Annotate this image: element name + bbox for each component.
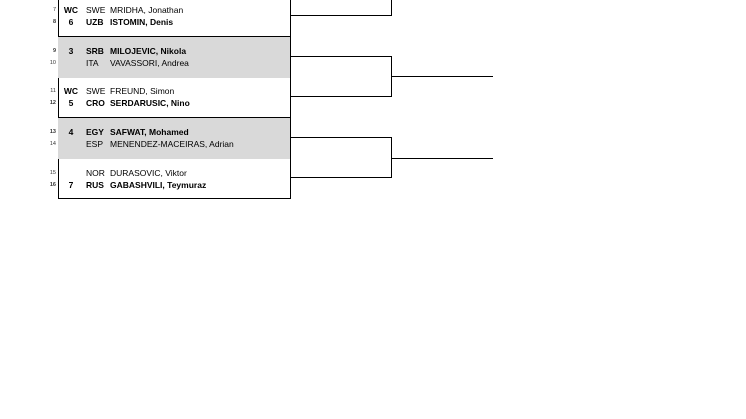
draw-entry — [0, 85, 300, 97]
draw-entry — [0, 16, 300, 28]
seed-label: 7 — [68, 180, 74, 190]
player-name: MILOJEVIC, Nikola — [110, 46, 187, 56]
nationality: NOR — [86, 168, 105, 178]
player-name: DURASOVIC, Viktor — [110, 168, 187, 178]
draw-position: 8 — [52, 19, 56, 25]
nationality: SRB — [86, 46, 104, 56]
draw-entry — [0, 179, 300, 191]
nationality: RUS — [86, 180, 104, 190]
draw-entry — [0, 138, 300, 150]
player-name: SERDARUSIC, Nino — [110, 98, 190, 108]
nationality: EGY — [86, 127, 104, 137]
draw-position: 13 — [49, 129, 56, 135]
player-name: SAFWAT, Mohamed — [110, 127, 189, 137]
draw-position: 15 — [49, 170, 56, 176]
seed-label: 4 — [68, 127, 74, 137]
player-name: FREUND, Simon — [110, 86, 175, 96]
draw-position: 12 — [49, 100, 56, 106]
draw-entry — [0, 45, 300, 57]
player-name: GABASHVILI, Teymuraz — [110, 180, 207, 190]
nationality: UZB — [86, 17, 104, 27]
draw-position: 10 — [49, 60, 56, 66]
player-name: VAVASSORI, Andrea — [110, 58, 189, 68]
nationality: CRO — [86, 98, 105, 108]
draw-entry — [0, 57, 300, 69]
nationality: ITA — [86, 58, 99, 68]
draw-entry — [0, 167, 300, 179]
nationality: ESP — [86, 139, 104, 149]
seed-label: WC — [63, 5, 79, 15]
draw-entry — [0, 4, 300, 16]
seed-label: 6 — [68, 17, 74, 27]
draw-position: 14 — [49, 141, 56, 147]
draw-position: 9 — [52, 48, 56, 54]
seed-label: 3 — [68, 46, 74, 56]
seed-label: 5 — [68, 98, 74, 108]
player-name: ISTOMIN, Denis — [110, 17, 174, 27]
player-name: MRIDHA, Jonathan — [110, 5, 184, 15]
draw-entry — [0, 97, 300, 109]
nationality: SWE — [86, 86, 106, 96]
draw-position: 11 — [50, 88, 56, 94]
nationality: SWE — [86, 5, 106, 15]
draw-entry — [0, 126, 300, 138]
player-name: MENENDEZ-MACEIRAS, Adrian — [110, 139, 234, 149]
seed-label: WC — [63, 86, 79, 96]
draw-position: 7 — [52, 7, 56, 13]
draw-position: 16 — [49, 182, 56, 188]
